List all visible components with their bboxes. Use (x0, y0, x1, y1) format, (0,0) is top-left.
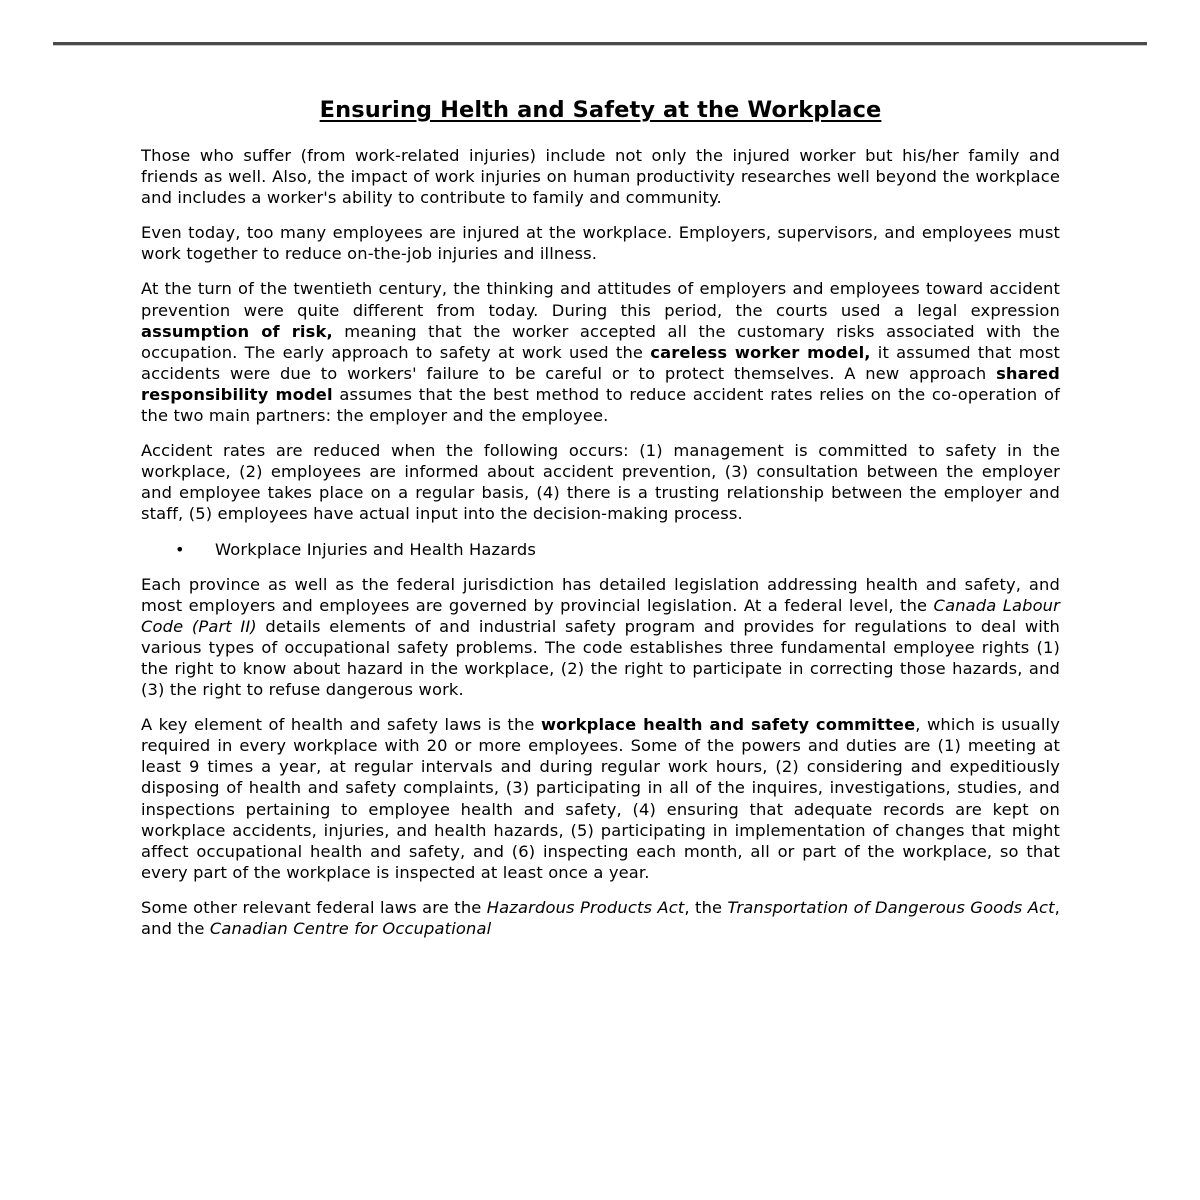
paragraph-3-segment-a: At the turn of the twentieth century, the thinking and attitudes of employers and employees toward accident prevention were quite different from today. During this period, the courts used a legal expression (141, 279, 1060, 320)
paragraph-2-text: Even today, too many employees are injured at the workplace. Employers, supervisors, and employees must work together to reduce on-the-job injuries and illness. (141, 223, 1060, 264)
paragraph-1-text: Those who suffer (from work-related injuries) include not only the injured worker but his/her family and friends as well. Also, the impact of work injuries on human productivity researches well beyond the workplace and includes a worker's ability to contribute to family and community. (141, 146, 1060, 208)
term-workplace-health-and-safety-committee: workplace health and safety committee (540, 715, 916, 735)
paragraph-5-segment-c: details elements of and industrial safety program and provides for regulations to deal with various types of occupational safety problems. The code establishes three fundamental employee rights (1) the right to know about hazard in the workplace, (2) the right to participate in correcting those hazards, and (3) the right to refuse dangerous work. (141, 616, 1060, 700)
citation-transportation-of-dangerous-goods-act: Transportation of Dangerous Goods Act (727, 897, 1055, 917)
paragraph-6-segment-c: , which is usually required in every workplace with 20 or more employees. Some of the powers and duties are (1) meeting at least 9 times a year, at regular intervals and during regular work hours, (2) considering and expeditiously disposing of health and safety complaints, (3) participating in all of the inquires, investigations, studies, and inspections pertaining to employee health and safety, (4) ensuring that adequate records are kept on workplace accidents, injuries, and health hazards, (5) participating in implementation of changes that might affect occupational health and safety, and (6) inspecting each month, all or part of the workplace, so that every part of the workplace is inspected at least once a year. (141, 715, 1060, 882)
paragraph-6 (141, 714, 1060, 883)
term-shared-responsibility-model: shared responsibility model (141, 363, 1060, 404)
paragraph-2 (141, 222, 1060, 264)
paragraph-1 (141, 145, 1060, 208)
paragraph-3-segment-e: it assumed that most accidents were due to workers' failure to be careful or to protect themselves. A new approach (141, 342, 1060, 383)
paragraph-3 (141, 278, 1060, 426)
paragraph-4-text: Accident rates are reduced when the following occurs: (1) management is committed to safety in the workplace, (2) employees are informed about accident prevention, (3) consultation between the employer and employee takes place on a regular basis, (4) there is a trusting relationship between the employer and staff, (5) employees have actual input into the decision-making process. (141, 441, 1060, 524)
citation-hazardous-products-act: Hazardous Products Act (486, 897, 685, 917)
list-item-label: Workplace Injuries and Health Hazards (215, 539, 537, 559)
paragraph-7 (141, 897, 1060, 939)
term-careless-worker-model: careless worker model, (650, 342, 871, 362)
term-assumption-of-risk: assumption of risk, (141, 321, 333, 341)
paragraph-3-segment-g: assumes that the best method to reduce accident rates relies on the co-operation of the two main partners: the employer and the employee. (141, 384, 1060, 426)
document-body (141, 96, 1060, 939)
paragraph-7-segment-c: , the (684, 897, 728, 917)
list-item (141, 539, 1060, 560)
paragraph-6-segment-a: A key element of health and safety laws is the (141, 715, 541, 735)
paragraph-5-segment-a: Each province as well as the federal jurisdiction has detailed legislation addressing health and safety, and most employers and employees are governed by provincial legislation. At a federal level, the (141, 574, 1060, 615)
bullet-icon: • (175, 539, 185, 559)
header-divider (53, 42, 1147, 46)
paragraph-5 (141, 574, 1060, 701)
bullet-list (141, 539, 1060, 560)
page-title-text: Ensuring Helth and Safety at the Workplace (319, 97, 882, 123)
paragraph-4 (141, 440, 1060, 524)
paragraph-7-segment-e: , and the (141, 897, 1060, 938)
page-title (141, 96, 1060, 124)
paragraph-3-segment-c: meaning that the worker accepted all the customary risks associated with the occupation. The early approach to safety at work used the (141, 321, 1060, 362)
citation-canadian-centre-for-occupational: Canadian Centre for Occupational (209, 919, 492, 938)
citation-canada-labour-code: Canada Labour Code (Part II) (141, 595, 1060, 636)
paragraph-7-segment-a: Some other relevant federal laws are the (141, 897, 487, 917)
